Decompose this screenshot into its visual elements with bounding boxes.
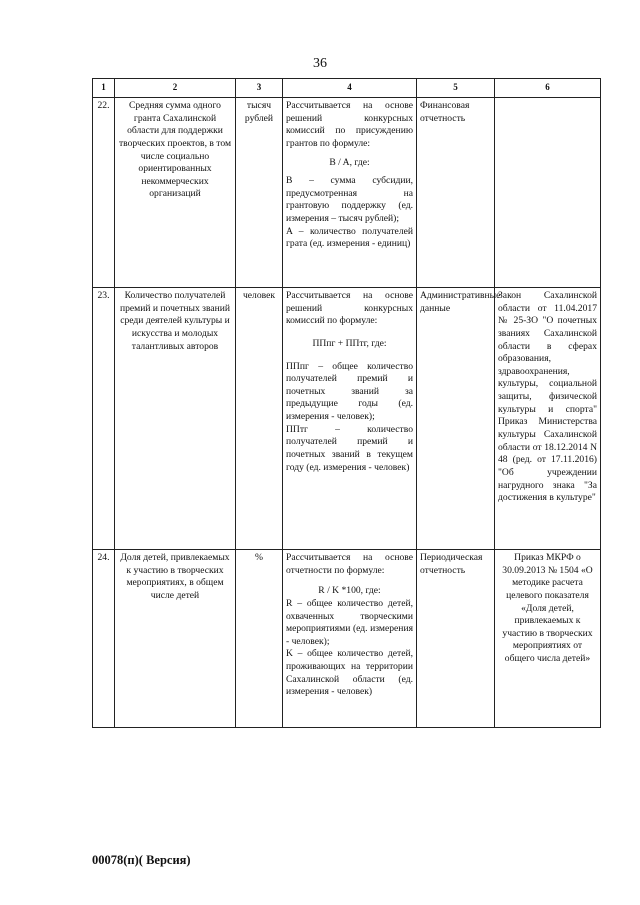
- indicators-table: [92, 78, 601, 728]
- unit-of-measure: человек: [236, 287, 283, 549]
- column-header-3: 3: [236, 79, 283, 98]
- column-header-2: 2: [115, 79, 236, 98]
- column-header-1: 1: [93, 79, 115, 98]
- table-row: [93, 97, 601, 287]
- page-number: 36: [313, 56, 327, 71]
- definition: B – сумма субсидии, предусмотренная на грантовую поддержку (ед. измерения – тысяч рублей);: [286, 175, 413, 225]
- data-source: Административные данные: [417, 287, 495, 549]
- document-footer: 00078(п)( Версия): [92, 853, 191, 867]
- calculation-method: [283, 287, 417, 549]
- unit-of-measure: тысяч рублей: [236, 97, 283, 287]
- method-intro: Рассчитывается на основе отчетности по формуле:: [286, 551, 413, 576]
- table-row: [93, 549, 601, 727]
- column-header-6: 6: [495, 79, 601, 98]
- table-row: [93, 287, 601, 549]
- definition: R – общее количество детей, охваченных творческими мероприятиями (ед. измерения - человек);: [286, 597, 413, 647]
- data-source: Периодическая отчетность: [417, 549, 495, 727]
- method-intro: Рассчитывается на основе решений конкурсных комиссий по присуждению грантов по формуле:: [286, 99, 413, 149]
- calculation-method: [283, 97, 417, 287]
- legal-basis: Закон Сахалинской области от 11.04.2017 № 25-ЗО "О почетных званиях Сахалинской области в сферах образования, здравоохранения, культуры, социальной защиты, физической культуры и спорта" Приказ Министерства культуры Сахалинской области от 18.12.2014 N 48 (ред. от 17.11.2016) "Об учреждении нагрудного знака "За достижения в культуре": [495, 287, 601, 549]
- definition: A – количество получателей грата (ед. измерения - единиц): [286, 225, 413, 250]
- definition: K – общее количество детей, проживающих на территории Сахалинской области (ед. измерения - человек): [286, 648, 413, 698]
- indicator-name: Доля детей, привлекаемых к участию в творческих мероприятиях, в общем числе детей: [115, 549, 236, 727]
- column-header-5: 5: [417, 79, 495, 98]
- row-number: 23.: [93, 287, 115, 549]
- row-number: 24.: [93, 549, 115, 727]
- column-header-4: 4: [283, 79, 417, 98]
- row-number: 22.: [93, 97, 115, 287]
- formula: B / A, где:: [329, 156, 370, 168]
- definition: ППтг – количество получателей премий и почетных званий в текущем году (ед. измерения - человек): [286, 423, 413, 473]
- header-row: [93, 79, 601, 98]
- formula: ППпг + ППтг, где:: [312, 337, 387, 349]
- data-source: Финансовая отчетность: [417, 97, 495, 287]
- legal-basis: Приказ МКРФ о 30.09.2013 № 1504 «О методике расчета целевого показателя «Доля детей, привлекаемых к участию в творческих мероприятиях от общего числа детей»: [495, 549, 601, 727]
- calculation-method: [283, 549, 417, 727]
- indicator-name: Средняя сумма одного гранта Сахалинской области для поддержки творческих проектов, в том числе социально ориентированных некоммерческих организаций: [115, 97, 236, 287]
- method-intro: Рассчитывается на основе решений конкурсных комиссий по формуле:: [286, 289, 413, 327]
- unit-of-measure: %: [236, 549, 283, 727]
- legal-basis: [495, 97, 601, 287]
- definition: ППпг – общее количество получателей премий и почетных званий за предыдущие годы (ед. измерения - человек);: [286, 360, 413, 423]
- formula: R / K *100, где:: [318, 585, 381, 597]
- indicator-name: Количество получателей премий и почетных званий среди деятелей культуры и искусства и молодых талантливых авторов: [115, 287, 236, 549]
